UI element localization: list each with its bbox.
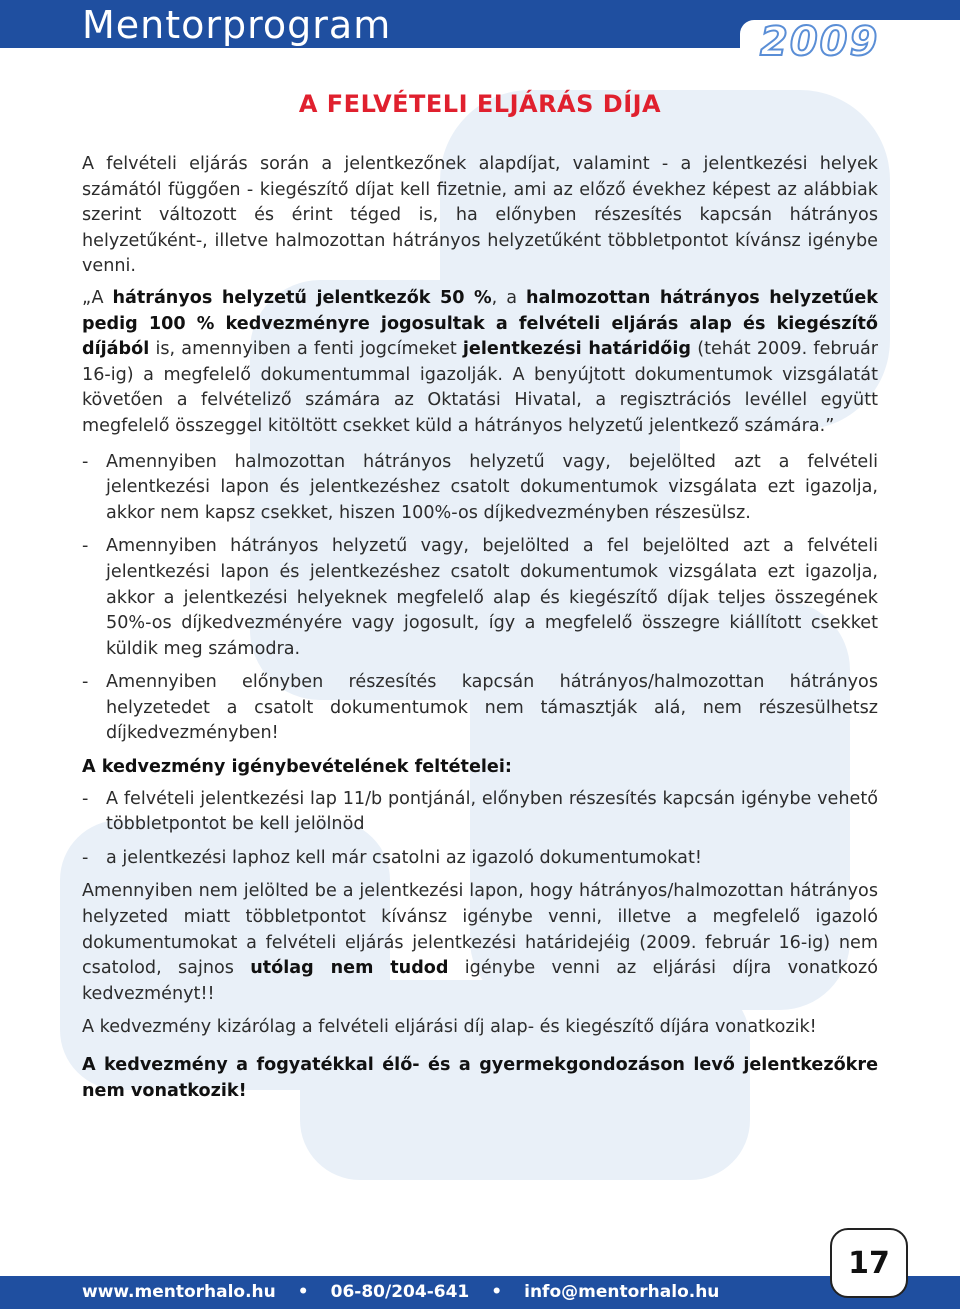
page-number-box <box>830 1228 908 1298</box>
quote-paragraph <box>82 286 878 440</box>
list-item <box>82 534 878 662</box>
warning-bold: utólag nem tudod <box>250 958 449 979</box>
footer-contact <box>82 1276 719 1309</box>
quote-text: is, amennyiben a fenti jogcímeket <box>149 339 463 360</box>
quote-text: (tehát 2009. február 16-ig) a megfelelő dokumentummal igazolják. A benyújtott dokumentumok vizsgálatát követően a felvételiző számára az Oktatási Hivatal, a regisztrációs levéllel együtt megfelelő összeggel kitöltött csekket küld a hátrányos helyzetű jelentkező számára.” <box>82 339 878 436</box>
list-item-text: Amennyiben halmozottan hátrányos helyzetű vagy, bejelölted azt a felvételi jelentkezési lapon és jelentkezéshez csatolt dokumentumok vizsgálata ezt igazolja, akkor nem kapsz csekket, hiszen 100%-os díjkedvezményben részesülsz. <box>106 451 878 523</box>
quote-bold: jelentkezési határidőig <box>462 339 692 360</box>
quote-text: „A <box>82 287 113 308</box>
note-paragraph: A kedvezmény kizárólag a felvételi eljárási díj alap- és kiegészítő díjára vonatkozik! <box>82 1017 817 1038</box>
list-item-text: Amennyiben előnyben részesítés kapcsán hátrányos/halmozottan hátrányos helyzetedet a csatolt dokumentumok nem támasztják alá, nem részesülhetsz díjkedvezményben! <box>106 672 878 744</box>
main-content <box>82 84 878 1110</box>
list-item <box>82 670 878 747</box>
condition-item <box>82 787 878 838</box>
warning-paragraph <box>82 879 878 1007</box>
intro-paragraph: A felvételi eljárás során a jelentkezőnek alapdíjat, valamint - a jelentkezési helyek számától függően - kiegészítő díjat kell fizetnie, ami az előző évekhez képest az alábbiak szerint változott és érint téged is, ha előnyben részesítés kapcsán hátrányos helyzetűként-, illetve halmozottan hátrányos helyzetűként többletpontot kívánsz igénybe venni. <box>82 154 878 277</box>
program-year: 2009 <box>760 19 880 65</box>
list-dash: - <box>82 672 89 693</box>
quote-bold: hátrányos helyzetű jelentkezők 50 % <box>112 287 492 308</box>
page-title: A FELVÉTELI ELJÁRÁS DÍJA <box>298 90 662 118</box>
list-item <box>82 450 878 527</box>
list-dash: - <box>82 847 89 868</box>
condition-text: a jelentkezési laphoz kell már csatolni az igazoló dokumentumokat! <box>106 847 702 868</box>
bullet-separator: • <box>297 1282 309 1302</box>
condition-text: A felvételi jelentkezési lap 11/b pontjánál, előnyben részesítés kapcsán igénybe vehető többletpontot be kell jelölnöd <box>106 788 878 835</box>
final-bold-paragraph: A kedvezmény a fogyatékkal élő- és a gyermekgondozáson levő jelentkezőkre nem vonatkozik! <box>82 1055 878 1101</box>
quote-bold: halmozottan hátrányos helyzetűek pedig 100 % kedvezményre jogosultak a felvételi eljárás alap és kiegészítő díjából <box>82 287 878 360</box>
phone-number: 06-80/204-641 <box>330 1282 470 1302</box>
email-link[interactable]: info@mentorhalo.hu <box>524 1282 720 1302</box>
bullet-separator: • <box>491 1282 503 1302</box>
program-title: Mentorprogram <box>82 3 392 47</box>
list-item-text: Amennyiben hátrányos helyzetű vagy, bejelölted a fel bejelölted azt a felvételi jelentkezési lapon és jelentkezéshez csatolt dokumentumok vizsgálata ezt igazolja, akkor a jelentkezési helyeknek megfelelő alap és kiegészítő díjak teljes összegének 50%-os díjkedvezményére vagy jogosult, így a megfelelő összegre kiállított csekket küldik meg számodra. <box>106 536 878 659</box>
quote-text: , a <box>491 287 526 308</box>
page-number: 17 <box>848 1245 890 1281</box>
list-dash: - <box>82 536 89 557</box>
website-link[interactable]: www.mentorhalo.hu <box>82 1282 276 1302</box>
list-dash: - <box>82 788 89 809</box>
list-dash: - <box>82 451 89 472</box>
conditions-heading: A kedvezmény igénybevételének feltételei: <box>82 757 512 778</box>
condition-item <box>82 846 878 872</box>
warning-text: igénybe venni az eljárási díjra vonatkozó kedvezményt!! <box>82 958 878 1004</box>
warning-text: Amennyiben nem jelölted be a jelentkezési lapon, hogy hátrányos/halmozottan hátrányos helyzeted miatt többletpontot kívánsz igénybe venni, illetve a megfelelő igazoló dokumentumokat a felvételi eljárás jelentkezési határidejéig (2009. február 16-ig) nem csatolod, sajnos <box>82 881 878 979</box>
